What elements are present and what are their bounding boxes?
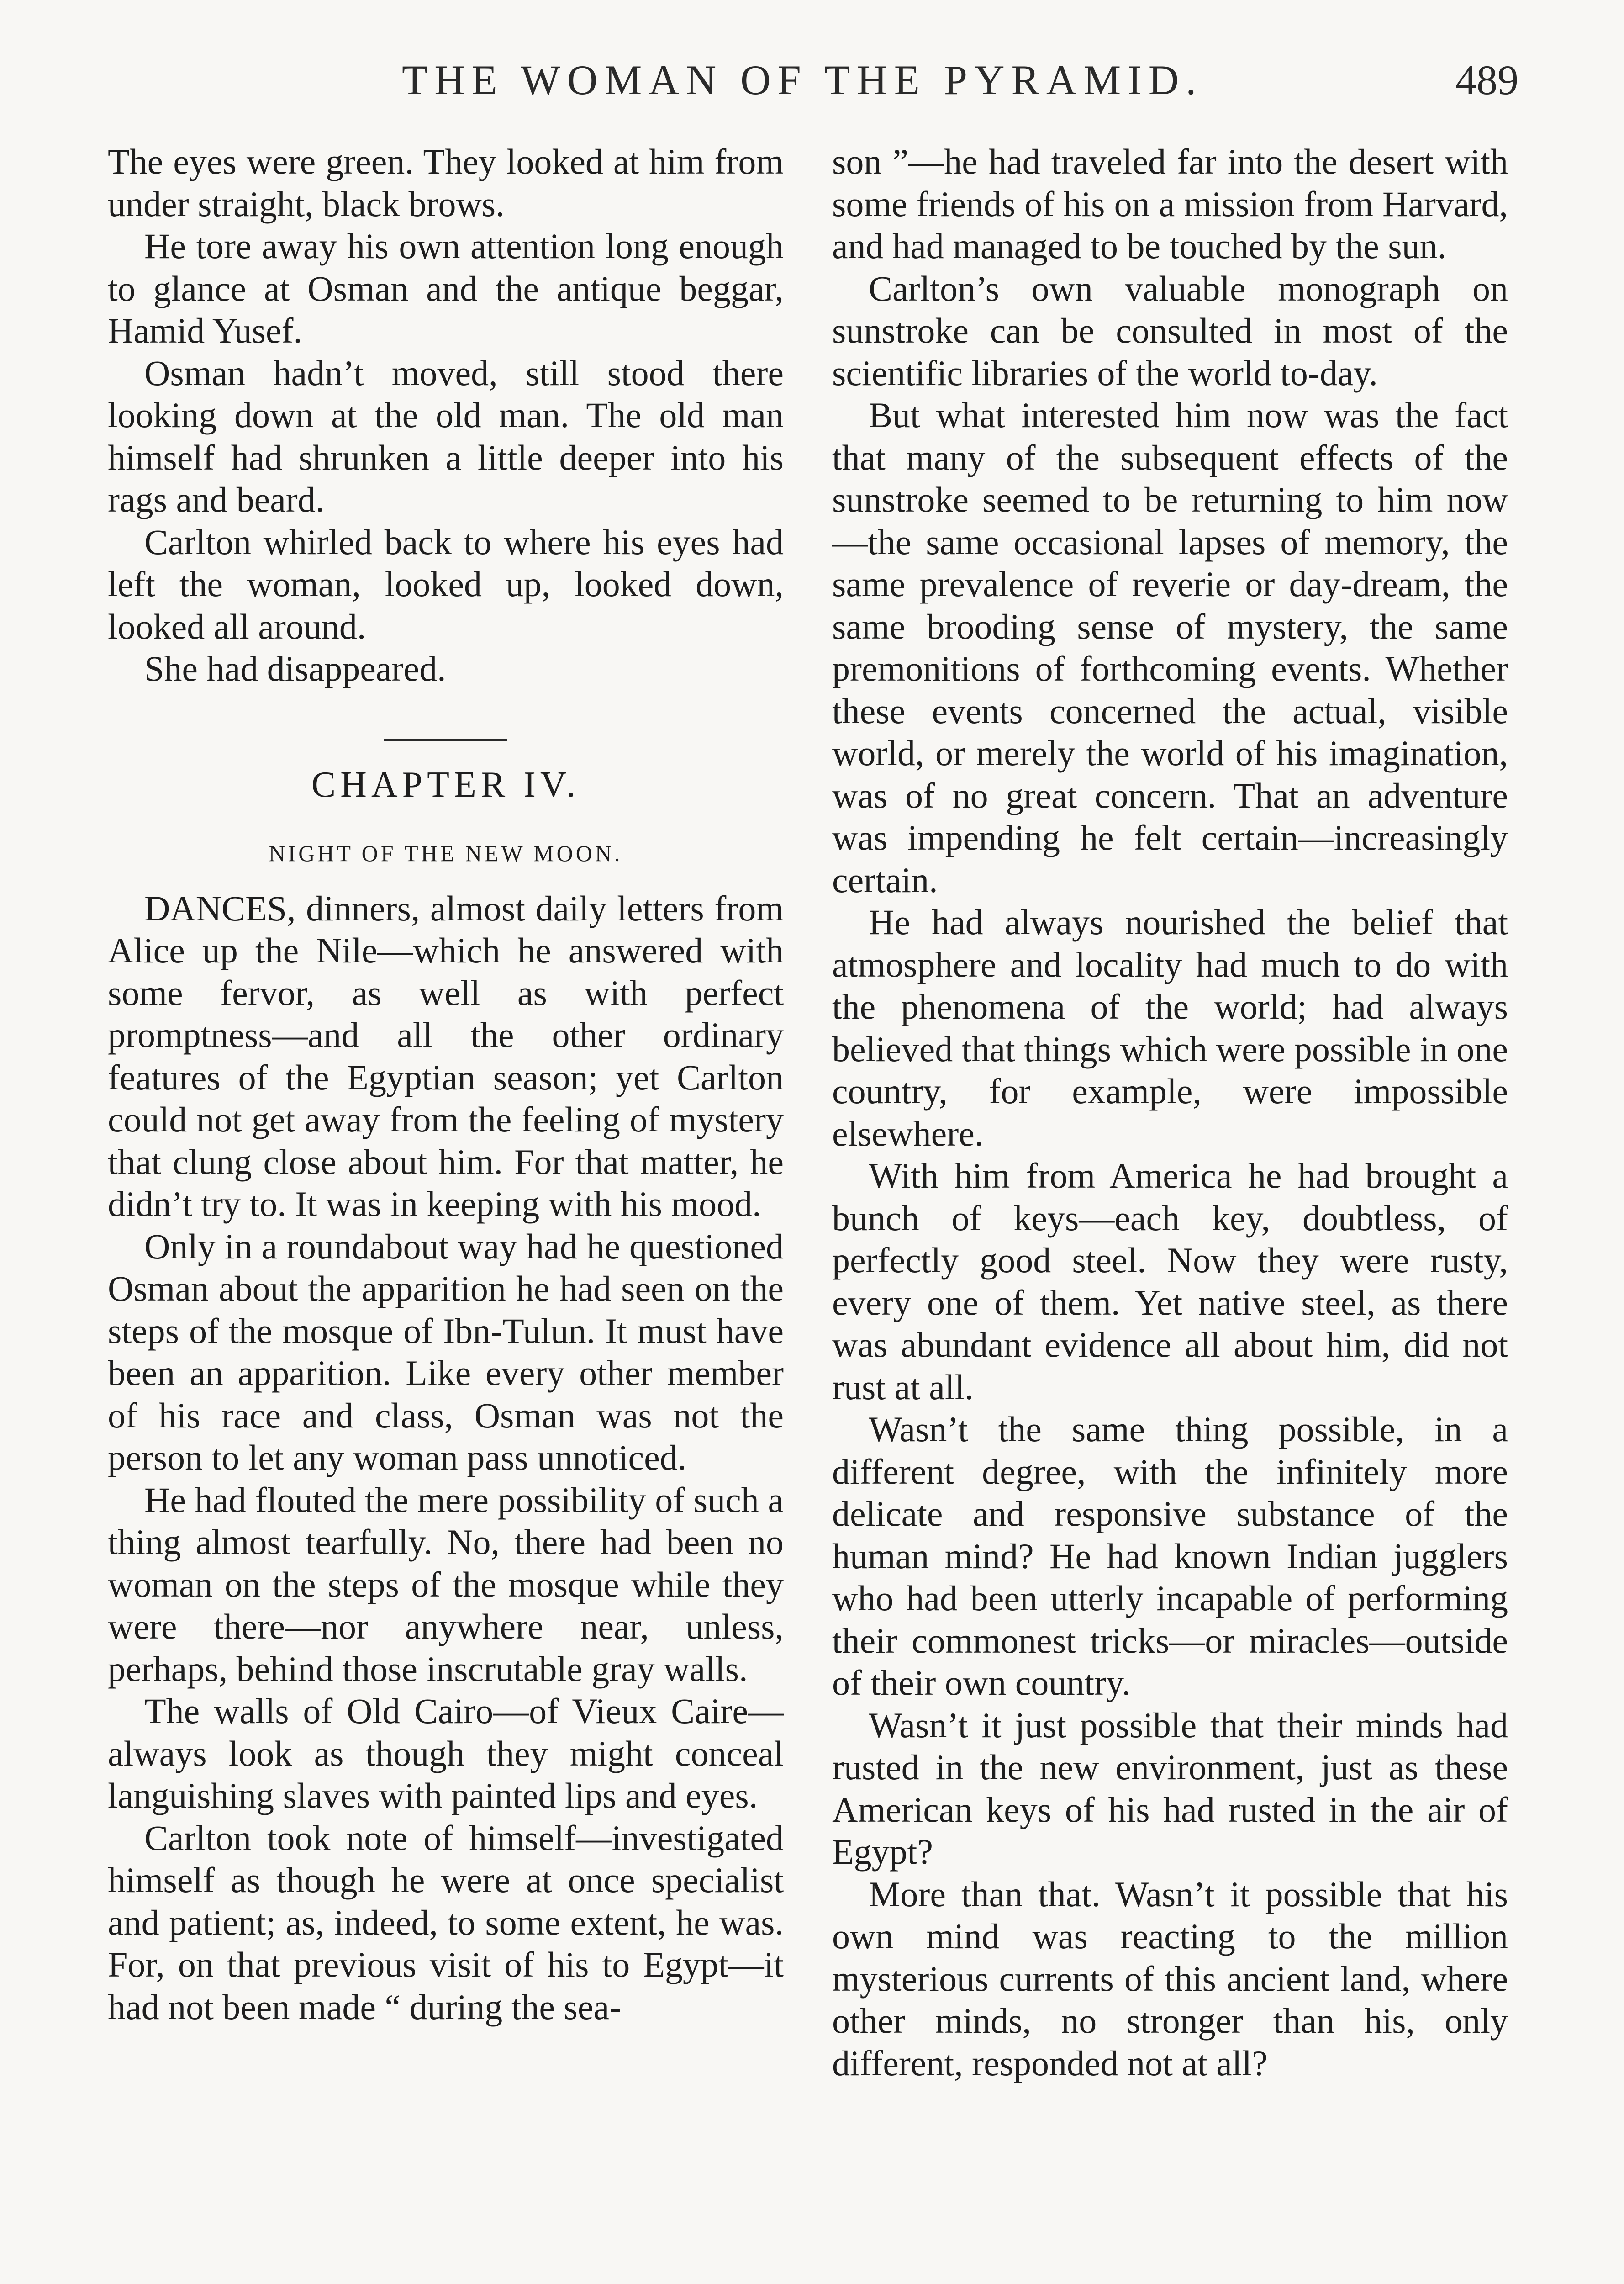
running-title: THE WOMAN OF THE PYRAMID. [402, 57, 1203, 103]
paragraph: Osman hadn’t moved, still stood there looking down at the old man. The old man himself had shrunken a little deeper into his rags and beard. [108, 353, 784, 519]
paragraph: The walls of Old Cairo—of Vieux Caire—always look as though they might conceal languishing slaves with painted lips and eyes. [108, 1691, 784, 1815]
running-head [0, 56, 1624, 106]
page-number: 489 [1455, 57, 1519, 103]
paragraph: With him from America he had brought a bunch of keys—each key, doubtless, of perfectly good steel. Now they were rusty, every one of them. Yet native steel, as there was abundant evidence all about him, did not rust at all. [832, 1156, 1508, 1407]
chapter-subtitle: NIGHT OF THE NEW MOON. [269, 841, 623, 866]
paragraph: He had flouted the mere possibility of such a thing almost tearfully. No, there had been no woman on the steps of the mosque while they were there—nor anywhere near, unless, perhaps, behind those inscrutable gray walls. [108, 1480, 784, 1689]
paragraph: Wasn’t it just possible that their minds had rusted in the new environment, just as these American keys of his had rusted in the air of Egypt? [832, 1705, 1508, 1872]
paragraph: But what interested him now was the fact that many of the subsequent effects of the sunstroke seemed to be returning to him now—the same occasional lapses of memory, the same prevalence of reverie or day-dream, the same brooding sense of mystery, the same premonitions of forthcoming events. Whether these events concerned the actual, visible world, or merely the world of his imagination, was of no great concern. That an adventure was impending he felt certain—increasingly certain. [832, 395, 1508, 900]
paragraph: More than that. Wasn’t it possible that his own mind was reacting to the million mysterious currents of this ancient land, where other minds, no stronger than his, only different, responded not at all? [832, 1874, 1508, 2083]
paragraph: Only in a roundabout way had he questioned Osman about the apparition he had seen on the steps of the mosque of Ibn-Tulun. It must have been an apparition. Like every other member of his race and class, Osman was not the person to let any woman pass unnoticed. [108, 1226, 784, 1477]
left-column [108, 141, 784, 2028]
chapter-divider-rule [384, 739, 507, 741]
paragraph: DANCES, dinners, almost daily letters from Alice up the Nile—which he answered with some fervor, as well as with perfect promptness—and all the other ordinary features of the Egyptian season; yet Carlton could not get away from the feeling of mystery that clung close about him. For that matter, he didn’t try to. It was in keeping with his mood. [108, 888, 784, 1224]
paragraph: He tore away his own attention long enough to glance at Osman and the antique beggar, Hamid Yusef. [108, 226, 784, 350]
paragraph: Carlton whirled back to where his eyes had left the woman, looked up, looked down, looked all around. [108, 522, 784, 646]
chapter-heading: CHAPTER IV. [311, 764, 580, 805]
right-column [832, 141, 1508, 2084]
paragraph: Carlton took note of himself—investigated himself as though he were at once specialist and patient; as, indeed, to some extent, he was. For, on that previous visit of his to Egypt—it had not been made “ during the sea- [108, 1818, 784, 2027]
paragraph: She had disappeared. [144, 649, 446, 688]
paragraph: Carlton’s own valuable monograph on sunstroke can be consulted in most of the scientific libraries of the world to-day. [832, 268, 1508, 393]
paragraph: He had always nourished the belief that atmosphere and locality had much to do with the phenomena of the world; had always believed that things which were possible in one country, for example, were impossible elsewhere. [832, 902, 1508, 1153]
paragraph: Wasn’t the same thing possible, in a different degree, with the infinitely more delicate and responsive substance of the human mind? He had known Indian jugglers who had been utterly incapable of performing their commonest tricks—or miracles—outside of their own country. [832, 1409, 1508, 1702]
paragraph-continuation: son ”—he had traveled far into the desert with some friends of his on a mission from Harvard, and had managed to be touched by the sun. [832, 142, 1508, 266]
paragraph: The eyes were green. They looked at him from under straight, black brows. [108, 142, 784, 224]
